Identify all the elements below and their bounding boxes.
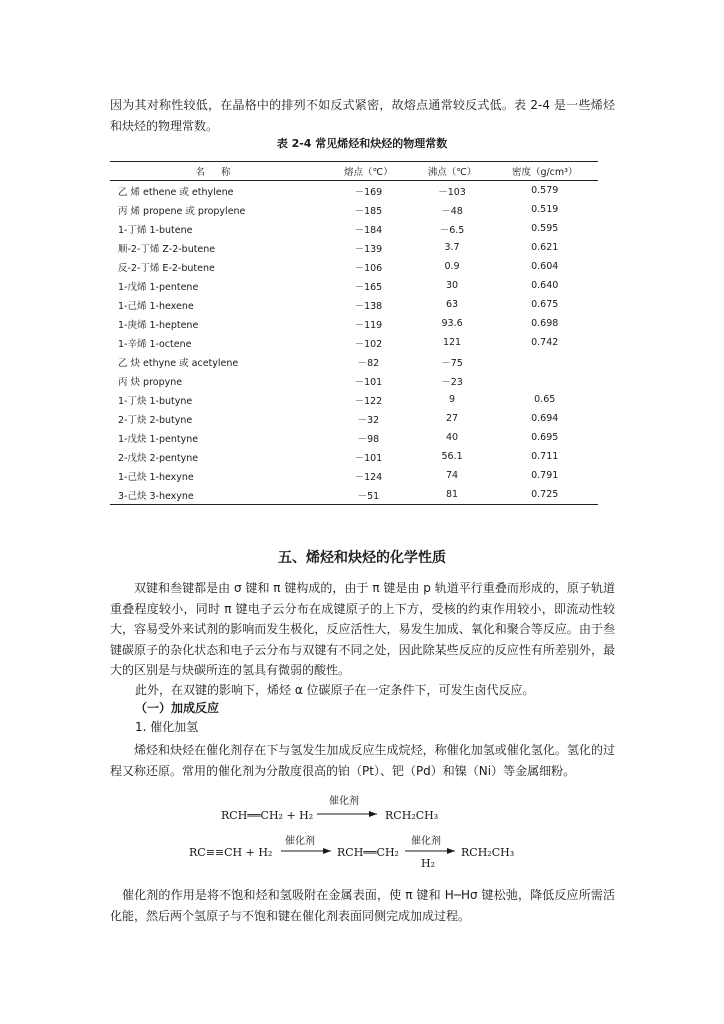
cell-density: 0.604: [531, 261, 559, 272]
cell-name: 1-己炔 1-hexyne: [118, 471, 194, 483]
cell-boiling-point: －48: [441, 205, 463, 217]
cell-name: 2-丁炔 2-butyne: [118, 414, 193, 426]
table-row: [110, 333, 598, 352]
cell-name: 乙 炔 ethyne 或 acetylene: [118, 357, 239, 369]
cell-boiling-point: 30: [446, 280, 459, 291]
table-row: [110, 447, 598, 466]
table-body: [110, 181, 598, 505]
table-row: [110, 390, 598, 409]
eq1-catalyst: 催化剂: [329, 796, 359, 807]
table-row: [110, 352, 598, 371]
cell-melting-point: －106: [354, 262, 383, 274]
cell-density: 0.640: [531, 280, 559, 291]
cell-name: 反-2-丁烯 E-2-butene: [118, 262, 215, 274]
cell-melting-point: －165: [354, 281, 383, 293]
eq1-arrowhead: [369, 811, 377, 817]
header-name: 名称: [110, 162, 324, 181]
eq2-intermediate: RCH══CH₂: [337, 846, 399, 859]
cell-name: 1-戊烯 1-pentene: [118, 281, 199, 293]
table-header-row: [110, 162, 598, 181]
cell-density: 0.694: [531, 413, 559, 424]
cell-melting-point: －82: [357, 357, 380, 369]
cell-melting-point: －124: [354, 471, 383, 483]
table-row: [110, 181, 598, 201]
header-density: 密度（g/cm³）: [491, 162, 598, 181]
body-paragraph-3: 烯烃和炔烃在催化剂存在下与氢发生加成反应生成烷烃，称催化加氢或催化氢化。氢化的过程又称还原。常用的催化剂为分散度很高的铂（Pt）、钯（Pd）和镍（Ni）等金属细粉。: [110, 743, 615, 778]
cell-density: 0.695: [531, 432, 559, 443]
table-row: [110, 200, 598, 219]
cell-boiling-point: 27: [446, 413, 459, 424]
subheading-hydrogenation: 1. 催化加氢: [135, 720, 199, 734]
table-row: [110, 371, 598, 390]
cell-name: 1-丁炔 1-butyne: [118, 395, 193, 407]
eq2-product: RCH₂CH₃: [461, 846, 515, 859]
eq2-catalyst-1: 催化剂: [285, 836, 315, 847]
cell-melting-point: －138: [354, 300, 383, 312]
cell-melting-point: －32: [357, 414, 380, 426]
cell-name: 丙 炔 propyne: [118, 376, 183, 388]
eq1-product: RCH₂CH₃: [385, 809, 439, 822]
table-row: [110, 238, 598, 257]
cell-name: 丙 烯 propene 或 propylene: [118, 205, 246, 217]
cell-boiling-point: 56.1: [441, 451, 463, 462]
table-row: [110, 295, 598, 314]
cell-density: 0.675: [531, 299, 559, 310]
cell-name: 乙 烯 ethene 或 ethylene: [118, 186, 234, 198]
cell-melting-point: －51: [324, 485, 413, 505]
header-boiling-point: 沸点（℃）: [413, 162, 492, 181]
cell-melting-point: －101: [354, 376, 383, 388]
cell-density: 0.65: [534, 394, 556, 405]
cell-density: [491, 371, 598, 390]
section-title: 五、烯烃和炔烃的化学性质: [278, 550, 446, 566]
cell-density: 0.595: [531, 223, 559, 234]
cell-boiling-point: 93.6: [441, 318, 463, 329]
cell-name: 1-辛烯 1-octene: [118, 338, 192, 350]
cell-name: 2-戊炔 2-pentyne: [118, 452, 199, 464]
cell-boiling-point: 63: [446, 299, 459, 310]
cell-boiling-point: 40: [446, 432, 459, 443]
cell-density: 0.519: [531, 204, 559, 215]
table-row: [110, 314, 598, 333]
cell-boiling-point: －23: [441, 376, 463, 388]
intro-paragraph: 因为其对称性较低，在晶格中的排列不如反式紧密，故熔点通常较反式低。表 2-4 是一些烯烃和炔烃的物理常数。: [110, 98, 615, 133]
cell-name: 1-庚烯 1-heptene: [118, 319, 199, 331]
table-caption: 表 2-4 常见烯烃和炔烃的物理常数: [276, 137, 448, 150]
eq2-arrowhead-2: [447, 848, 455, 854]
cell-boiling-point: －75: [441, 357, 463, 369]
cell-melting-point: －101: [354, 452, 383, 464]
body-paragraph-4: 催化剂的作用是将不饱和烃和氢吸附在金属表面，使 π 键和 H─Hσ 键松弛，降低反应所需活化能，然后两个氢原子与不饱和键在催化剂表面同侧完成加成过程。: [110, 888, 615, 923]
eq2-reagent-2: H₂: [421, 857, 436, 870]
cell-melting-point: －119: [354, 319, 383, 331]
cell-boiling-point: 3.7: [444, 242, 460, 253]
cell-density: 0.621: [531, 242, 559, 253]
cell-melting-point: －185: [354, 205, 383, 217]
cell-name: 1-丁烯 1-butene: [118, 224, 193, 236]
cell-name: 3-己炔 3-hexyne: [110, 485, 324, 505]
eq2-arrowhead-1: [323, 848, 331, 854]
cell-density: 0.711: [531, 451, 559, 462]
cell-boiling-point: 74: [446, 470, 459, 481]
cell-melting-point: －102: [354, 338, 383, 350]
table-row: [110, 409, 598, 428]
table-row: [110, 428, 598, 447]
eq1-reactants: RCH══CH₂ + H₂: [221, 809, 314, 822]
equation-1: [215, 792, 475, 826]
eq2-reactants: RC≡≡CH + H₂: [189, 846, 273, 859]
cell-density: 0.579: [531, 185, 559, 196]
table-row: [110, 219, 598, 238]
cell-boiling-point: 81: [413, 485, 492, 505]
cell-name: 1-戊炔 1-pentyne: [118, 433, 199, 445]
equation-2: [185, 834, 545, 874]
physical-constants-table: [110, 161, 598, 505]
cell-density: [491, 352, 598, 371]
subheading-addition: （一）加成反应: [135, 701, 220, 715]
cell-density: 0.725: [491, 485, 598, 505]
table-row: [110, 485, 598, 505]
cell-boiling-point: 9: [449, 394, 456, 405]
cell-boiling-point: －103: [438, 186, 466, 198]
cell-density: 0.742: [531, 337, 559, 348]
body-paragraph-1: 双键和叁键都是由 σ 键和 π 键构成的，由于 π 键是由 p 轨道平行重叠而形成的，原子轨道重叠程度较小，同时 π 键电子云分布在成键原子的上下方，受核的约束作用较小，即流动性较大，容易受外来试剂的影响而发生极化，反应活性大，易发生加成、氧化和聚合等反应。由于叁键碳原子的杂化状态和电子云分布与双键有不同之处，因此除某些反应的反应性有所差别外，最大的区别是与炔碳所连的氢具有微弱的酸性。: [110, 581, 615, 677]
cell-density: 0.698: [531, 318, 559, 329]
cell-name: 顺-2-丁烯 Z-2-butene: [118, 243, 216, 255]
cell-boiling-point: －6.5: [439, 224, 465, 236]
cell-melting-point: －169: [354, 186, 383, 198]
body-paragraph-2: 此外，在双键的影响下，烯烃 α 位碳原子在一定条件下，可发生卤代反应。: [135, 683, 535, 697]
cell-boiling-point: 0.9: [444, 261, 460, 272]
cell-density: 0.791: [531, 470, 559, 481]
eq2-catalyst-2: 催化剂: [411, 836, 441, 847]
cell-melting-point: －98: [357, 433, 380, 445]
header-melting-point: 熔点（℃）: [324, 162, 413, 181]
cell-boiling-point: 121: [442, 337, 462, 348]
cell-melting-point: －122: [354, 395, 383, 407]
cell-melting-point: －184: [354, 224, 383, 236]
cell-name: 1-己烯 1-hexene: [118, 300, 194, 312]
table-row: [110, 257, 598, 276]
table-row: [110, 466, 598, 485]
cell-melting-point: －139: [354, 243, 383, 255]
table-row: [110, 276, 598, 295]
